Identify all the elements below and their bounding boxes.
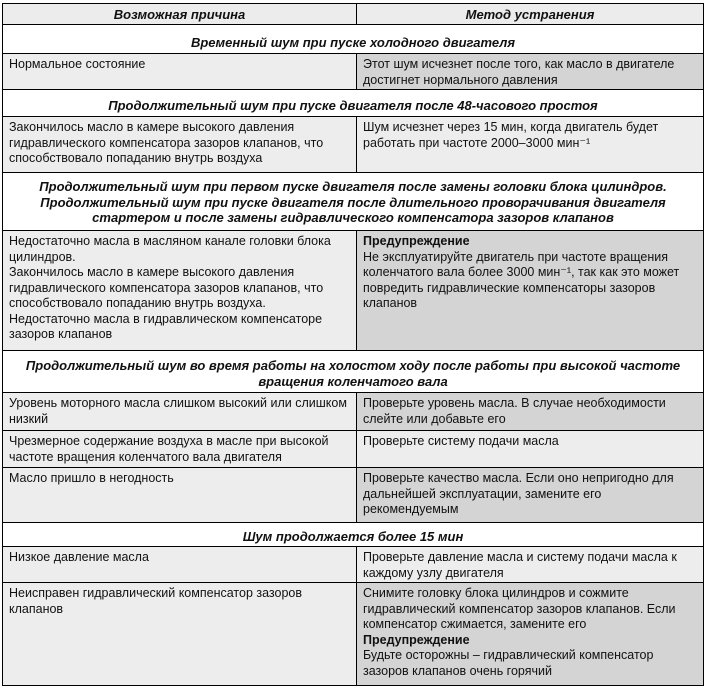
cause-text: Неисправен гидравлический компенсатор зазоров клапанов [9,586,302,616]
remedy-text: Не эксплуатируйте двигатель при частоте вращения коленчатого вала более 3000 мин⁻¹, так как это может повредить гидравлические компенсаторы зазоров клапанов [363,249,680,310]
remedy-cell [357,54,703,90]
cause-text: Закончилось масло в камере высокого давления гидравлического компенсатора зазоров клапанов, что способствовало попаданию внутрь воздуха [9,120,324,165]
section-title: Шум продолжается более 15 мин [3,526,703,547]
remedy-text: Проверьте уровень масла. В случае необходимости слейте или добавьте его [363,396,666,426]
remedy-text: Шум исчезнет через 15 мин, когда двигатель будет работать при частоте 2000–3000 мин⁻¹ [363,120,659,150]
remedy-cell [357,547,703,583]
section-title: Продолжительный шум при первом пуске двигателя после замены головки блока цилиндров. Продолжительный шум при пуске двигателя после длительного проворачивания двигателя стартером и после замены гидравлического компенсатора зазоров клапанов [3,176,703,231]
warning-label: Предупреждение [363,632,470,647]
cause-text: Чрезмерное содержание воздуха в масле при высокой частоте вращения коленчатого вала двигателя [9,434,329,464]
cause-cell [3,468,357,523]
remedy-cell [357,431,703,468]
cause-text: Недостаточно масла в масляном канале головки блока цилиндров. [9,234,331,264]
remedy-text: Проверьте давление масла и систему подачи масла к каждому узлу двигателя [363,550,677,580]
remedy-text: Проверьте систему подачи масла [363,434,559,448]
remedy-text: Будьте осторожны – гидравлический компенсатор зазоров клапанов очень горячий [363,648,654,678]
column-header-cause: Возможная причина [3,4,357,25]
cause-cell [3,231,357,351]
cause-text: Уровень моторного масла слишком высокий или слишком низкий [9,396,347,426]
column-header-remedy: Метод устранения [357,4,703,25]
cause-cell [3,117,357,173]
cause-cell [3,547,357,583]
cause-cell [3,431,357,468]
remedy-text: Этот шум исчезнет после того, как масло в двигателе достигнет нормального давления [363,57,675,87]
remedy-text: Проверьте качество масла. Если оно непригодно для дальнейшей эксплуатации, замените его рекомендуемым [363,471,674,516]
cause-cell [3,393,357,431]
cause-text: Закончилось масло в камере высокого давления гидравлического компенсатора зазоров клапанов, что способствовало попаданию внутрь воздуха. [9,265,324,310]
cause-cell [3,54,357,90]
troubleshooting-table [2,3,704,686]
remedy-cell [357,231,703,351]
remedy-cell [357,117,703,173]
remedy-text: Снимите головку блока цилиндров и сожмите гидравлический компенсатор зазоров клапанов. Если компенсатор сжимается, замените его [363,586,676,631]
cause-text: Нормальное состояние [9,57,146,71]
cause-text: Масло пришло в негодность [9,471,174,485]
remedy-cell [357,583,703,685]
section-title: Временный шум при пуске холодного двигателя [3,32,703,54]
warning-label: Предупреждение [363,234,470,248]
section-title: Продолжительный шум при пуске двигателя после 48-часового простоя [3,95,703,117]
cause-cell [3,583,357,685]
cause-text: Низкое давление масла [9,550,149,564]
section-title: Продолжительный шум во время работы на холостом ходу после работы при высокой частоте вращения коленчатого вала [3,355,703,393]
remedy-cell [357,468,703,523]
cause-text: Недостаточно масла в гидравлическом компенсаторе зазоров клапанов [9,311,323,341]
remedy-cell [357,393,703,431]
